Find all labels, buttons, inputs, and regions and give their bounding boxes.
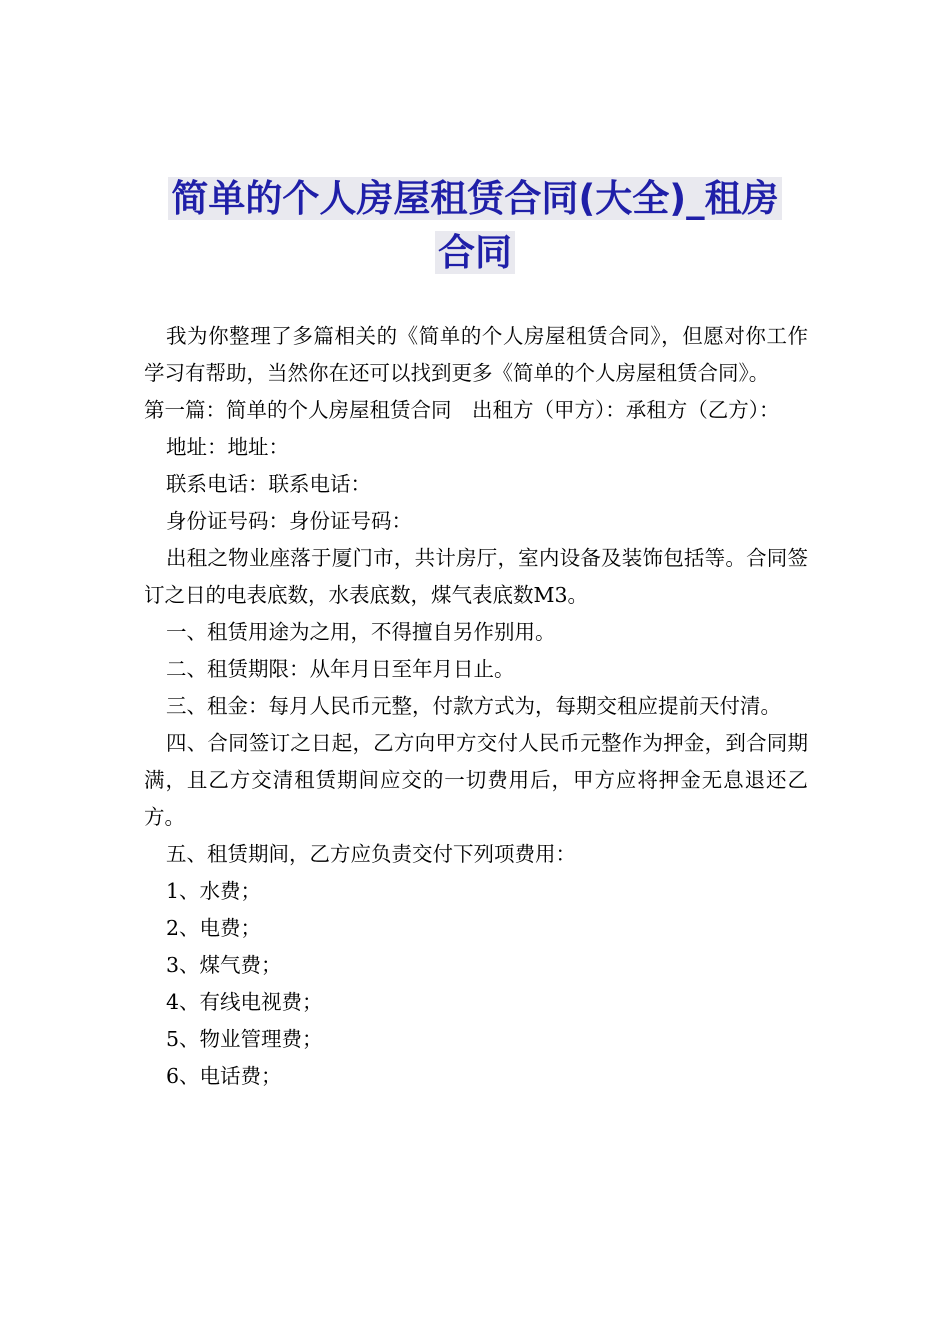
- clause-2: 二、租赁期限：从年月日至年月日止。: [166, 657, 515, 681]
- title-line-1: 简单的个人房屋租赁合同(大全)_租房: [168, 177, 781, 220]
- fee-item: 5、物业管理费；: [166, 1027, 323, 1051]
- fee-item: 2、电费；: [166, 916, 262, 940]
- id-number-line: 身份证号码：身份证号码：: [166, 509, 412, 533]
- fee-item: 3、煤气费；: [166, 953, 282, 977]
- clause-5: 五、租赁期间，乙方应负责交付下列项费用：: [166, 842, 576, 866]
- document-title: [120, 172, 830, 280]
- clause-4: 四、合同签订之日起，乙方向甲方交付人民币元整作为押金，到合同期满，且乙方交清租赁期间应交的一切费用后，甲方应将押金无息退还乙方。: [144, 731, 808, 829]
- intro-paragraph: 我为你整理了多篇相关的《简单的个人房屋租赁合同》，但愿对你工作学习有帮助，当然你在还可以找到更多《简单的个人房屋租赁合同》。: [144, 324, 808, 385]
- property-paragraph: 出租之物业座落于厦门市，共计房厅，室内设备及装饰包括等。合同签订之日的电表底数，水表底数，煤气表底数M3。: [144, 546, 808, 607]
- address-line: 地址：地址：: [166, 435, 289, 459]
- fee-item: 6、电话费；: [166, 1064, 282, 1088]
- fee-item: 4、有线电视费；: [166, 990, 323, 1014]
- clause-3: 三、租金：每月人民币元整，付款方式为，每期交租应提前天付清。: [166, 694, 781, 718]
- fee-item: 1、水费；: [166, 879, 262, 903]
- section-heading: 第一篇：简单的个人房屋租赁合同 出租方（甲方）：承租方（乙方）：: [144, 398, 780, 422]
- document-body: [144, 318, 808, 1095]
- phone-line: 联系电话：联系电话：: [166, 472, 371, 496]
- clause-1: 一、租赁用途为之用，不得擅自另作别用。: [166, 620, 556, 644]
- title-line-2: 合同: [435, 231, 515, 274]
